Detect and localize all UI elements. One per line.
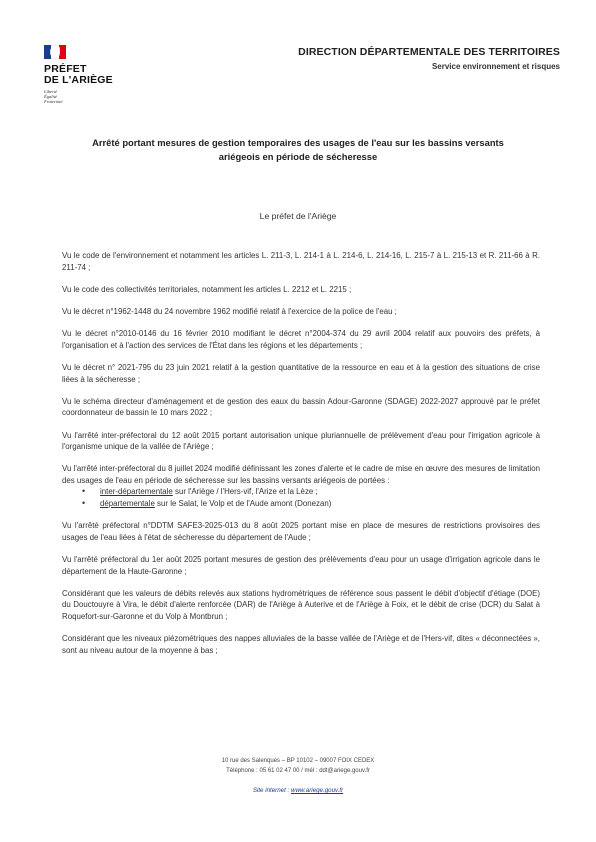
website-line xyxy=(0,787,596,794)
scope-inter-detail: sur l'Ariège / l'Hers-vif, l'Arize et la Lèze ; xyxy=(172,487,318,497)
visa-paragraph: Vu l'arrêté inter-préfectoral du 8 juillet 2024 modifié définissant les zones d'alerte et le cadre de mise en œuvre des mesures de limitation des usages de l'eau en période de sécheresse sur les bassins versants ariégeois de portées : xyxy=(62,464,540,485)
visa-paragraph: Vu l'arrêté inter-préfectoral du 12 août 2015 portant autorisation unique pluriannuelle de prélèvement d'eau pour l'irrigation agricole à l'organisme unique de la vallée de l'Ariège ; xyxy=(62,430,540,452)
visa-paragraph: Vu le code de l'environnement et notamment les articles L. 211-3, L. 214-1 à L. 214-6, L. 214-16, L. 215-7 à L. 215-13 et R. 211-66 à R. 211-74 ; xyxy=(62,251,540,272)
footer-address: 10 rue des Salenques – BP 10102 – 09007 FOIX CEDEX xyxy=(221,758,375,764)
scope-dep-detail: sur le Salat, le Volp et de l'Aude amont (Donezan) xyxy=(154,499,332,509)
republique-flag-icon xyxy=(44,45,66,59)
logo-prefet-text xyxy=(44,64,124,86)
scope-dep: départementale xyxy=(100,499,155,509)
devise-fraternite: Fraternité xyxy=(44,99,63,104)
title-line-2: ariégeois en période de sécheresse xyxy=(218,151,378,162)
considerant-paragraph: Considérant que les valeurs de débits relevés aux stations hydrométriques de référence sous passent le débit d'objectif d'étiage (DOE) du Douctouyre à Vira, le débit d'alerte renforcée (DAR) de l'Ariège à Auterive et de l'Ariège à Foix, et le débit de crise (DCR) du Salat à Roquefort-sur-Garonne et du Volp à Montbrun ; xyxy=(62,588,540,621)
visa-paragraph: Vu le décret n° 2021-795 du 23 juin 2021 relatif à la gestion quantitative de la ressource en eau et à la gestion des situations de crise liées à la sécheresse ; xyxy=(62,362,540,384)
logo-line-1: PRÉFET xyxy=(44,63,87,75)
prefet-heading: Le préfet de l'Ariège xyxy=(259,211,337,221)
prefecture-logo xyxy=(44,45,124,104)
issuing-authority xyxy=(298,46,560,71)
visa-paragraph: Vu le schéma directeur d'aménagement et de gestion des eaux du bassin Adour-Garonne (SDAGE) 2022-2027 approuvé par le préfet coordonnateur de bassin le 10 mars 2022 ; xyxy=(62,396,540,418)
scope-list xyxy=(62,486,540,509)
visa-paragraph: Vu le décret n°1962-1448 du 24 novembre 1962 modifié relatif à l'exercice de la police de l'eau ; xyxy=(62,306,397,316)
website-label: Site internet : xyxy=(252,787,291,794)
marianne-icon xyxy=(50,46,60,58)
considerant-paragraph: Considérant que les niveaux piézométriques des nappes alluviales de la basse vallée de l'Ariège et de l'Hers-vif, dites « déconnectées », sont au niveau autour de la moyenne à bas ; xyxy=(62,634,540,655)
devise-liberte: Liberté xyxy=(44,89,57,94)
website-link[interactable]: www.ariege.gouv.fr xyxy=(291,787,344,794)
service-name: Service environnement et risques xyxy=(431,62,560,71)
visa-paragraph: Vu le code des collectivités territoriales, notamment les articles L. 2212 et L. 2215 ; xyxy=(62,284,352,294)
page-footer xyxy=(0,757,596,776)
visa-paragraph: Vu l'arrêté préfectoral n°DDTM SAFE3-2025-013 du 8 août 2025 portant mise en place de mesures de restrictions provisoires des usages de l'eau liées à l'état de sécheresse du département de l'Aude ; xyxy=(62,521,540,542)
footer-contact: Téléphone : 05 61 02 47 00 / mél : ddt@ariege.gouv.fr xyxy=(226,767,370,774)
scope-inter: inter-départementale xyxy=(100,487,173,497)
list-item xyxy=(92,498,540,510)
visa-paragraph: Vu le décret n°2010-0146 du 16 février 2010 modifiant le décret n°2004-374 du 29 avril 2004 relatif aux pouvoirs des préfets, à l'organisation et à l'action des services de l'État dans les régions et les départements ; xyxy=(62,329,540,350)
document-title xyxy=(60,136,536,164)
document-body xyxy=(62,250,540,667)
republique-devise xyxy=(44,89,124,104)
visa-paragraph: Vu l'arrêté préfectoral du 1er août 2025 portant mesures de gestion des prélèvements d'eau pour un usage d'irrigation agricole dans le département de la Haute-Garonne ; xyxy=(62,555,540,576)
devise-egalite: Égalité xyxy=(44,94,57,99)
title-line-1: Arrêté portant mesures de gestion temporaires des usages de l'eau sur les bassins versants xyxy=(92,137,504,148)
logo-line-2: DE L'ARIÈGE xyxy=(44,74,113,86)
list-item xyxy=(92,486,540,498)
direction-name: DIRECTION DÉPARTEMENTALE DES TERRITOIRES xyxy=(298,46,560,58)
